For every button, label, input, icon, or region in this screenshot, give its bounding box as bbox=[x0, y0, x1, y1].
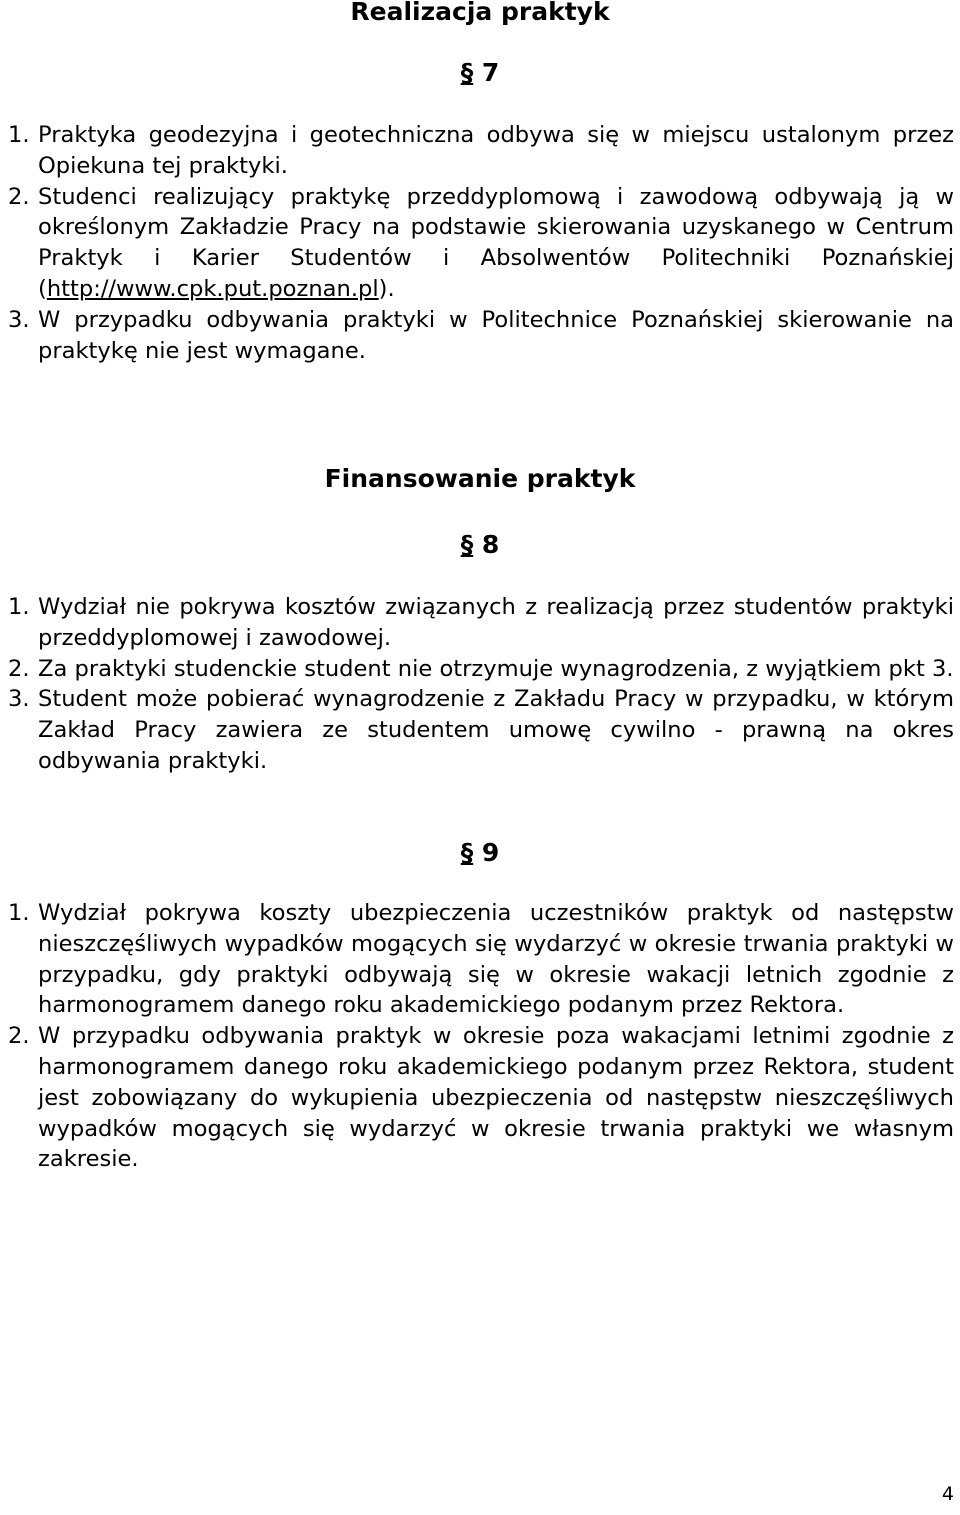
item-text bbox=[38, 182, 954, 305]
item-number: 1. bbox=[8, 594, 30, 620]
paragraph-number: 9 bbox=[481, 838, 500, 867]
item-text: W przypadku odbywania praktyki w Politechnice Poznańskiej skierowanie na praktykę nie jest wymagane. bbox=[38, 306, 954, 364]
item-text: Za praktyki studenckie student nie otrzymuje wynagrodzenia, z wyjątkiem pkt 3. bbox=[38, 655, 954, 682]
page-number: 4 bbox=[941, 1483, 954, 1505]
list-item bbox=[8, 182, 954, 305]
section-symbol: § bbox=[460, 58, 474, 87]
paragraph-number: 7 bbox=[481, 58, 500, 87]
realizacja-list bbox=[8, 120, 954, 366]
list-item bbox=[8, 592, 954, 654]
cpk-website-link[interactable]: http://www.cpk.put.poznan.pl bbox=[46, 275, 379, 302]
item-text-before-link: Studenci realizujący praktykę przeddyplomową i zawodową odbywają ją w określonym Zakładzie Pracy na podstawie skierowania uzyskanego w Centrum Praktyk i Karier Studentów i Absolwentów Politechniki Poznańskiej ( bbox=[38, 183, 954, 302]
ubezpieczenie-list bbox=[8, 898, 954, 1175]
list-item bbox=[8, 1021, 954, 1175]
item-number: 1. bbox=[8, 122, 30, 148]
item-number: 1. bbox=[8, 900, 30, 926]
item-number: 3. bbox=[8, 306, 30, 333]
item-text: Wydział nie pokrywa kosztów związanych z realizacją przez studentów praktyki przeddyplomowej i zawodowej. bbox=[38, 594, 954, 651]
item-text: Praktyka geodezyjna i geotechniczna odbywa się w miejscu ustalonym przez Opiekuna tej praktyki. bbox=[38, 122, 954, 179]
paragraph-number-7 bbox=[0, 58, 960, 88]
item-number: 3. bbox=[8, 686, 30, 713]
list-item bbox=[8, 305, 954, 367]
item-number: 2. bbox=[8, 655, 30, 682]
item-number: 2. bbox=[8, 183, 30, 210]
item-number: 2. bbox=[8, 1023, 30, 1050]
list-item bbox=[8, 684, 954, 776]
item-text: Wydział pokrywa koszty ubezpieczenia uczestników praktyk od następstw nieszczęśliwych wypadków mogących się wydarzyć w okresie trwania praktyki w przypadku, gdy praktyki odbywają się w okresie wakacji letnich zgodnie z harmonogramem danego roku akademickiego podanym przez Rektora. bbox=[38, 900, 954, 1019]
section-symbol: § bbox=[460, 530, 474, 559]
paragraph-number-9 bbox=[0, 838, 960, 868]
paragraph-number-8 bbox=[0, 530, 960, 560]
item-text-after-link: ). bbox=[378, 275, 395, 302]
item-text: W przypadku odbywania praktyk w okresie poza wakacjami letnimi zgodnie z harmonogramem danego roku akademickiego podanym przez Rektora, student jest zobowiązany do wykupienia ubezpieczenia od następstw nieszczęśliwych wypadków mogących się wydarzyć w okresie trwania praktyki we własnym zakresie. bbox=[38, 1023, 954, 1173]
section-symbol: § bbox=[460, 838, 474, 867]
item-text: Student może pobierać wynagrodzenie z Zakładu Pracy w przypadku, w którym Zakład Pracy zawiera ze studentem umowę cywilno - prawną na okres odbywania praktyki. bbox=[38, 686, 954, 774]
section-title-realizacja: Realizacja praktyk bbox=[350, 0, 610, 26]
finansowanie-list bbox=[8, 592, 954, 777]
paragraph-number: 8 bbox=[481, 530, 500, 559]
section-title-finansowanie: Finansowanie praktyk bbox=[324, 464, 636, 493]
list-item bbox=[8, 120, 954, 182]
list-item bbox=[8, 898, 954, 1021]
list-item bbox=[8, 654, 954, 685]
